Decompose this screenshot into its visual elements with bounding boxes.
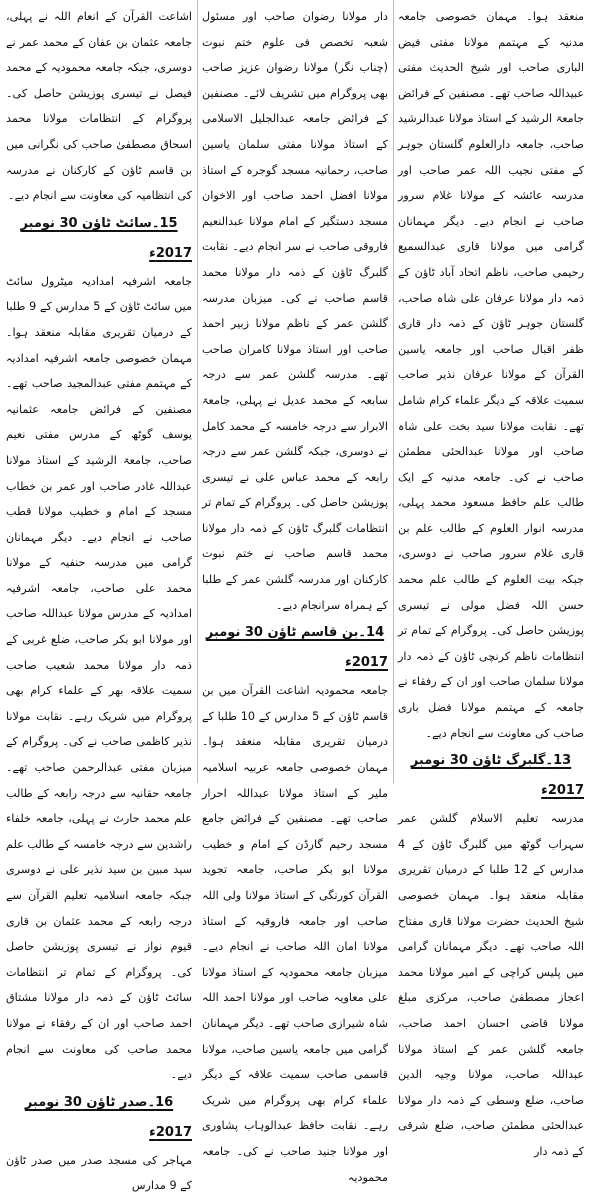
section-heading-gulberg-town: 13۔گلبرگ ٹاؤن 30 نومبر 2017ء: [410, 753, 584, 799]
article-paragraph: مہاجر کی مسجد صدر میں صدر ٹاؤن کے 9 مدارس: [6, 1153, 192, 1193]
column-divider: [197, 0, 198, 783]
article-column-right: [398, 4, 584, 1158]
article-paragraph: دار مولانا رضوان صاحب اور مسئول شعبہ تخصص فی علوم ختم نبوت (چناب نگر) مولانا رضوان عزیز صاحب بھی پروگرام میں تشریف لائے۔ مصنفین کے فرائض جامعہ عبدالجلیل الاسلامی کے استاذ مولانا مفتی سلمان یاسین صاحب، رحمانیہ مسجد گوجرہ کے استاذ مولانا افضل احمد صاحب اور الاخوان مسجد دستگیر کے امام مولانا عبدالنعیم فاروقی صاحب نے سر انجام دیے۔ نقابت گلبرگ ٹاؤن کے ذمہ دار مولانا محمد قاسم صاحب نے کی۔ میزبان مدرسہ گلشن عمر کے ناظم مولانا زبیر احمد صاحب اور استاذ مولانا کامران صاحب تھے۔ مدرسہ گلشن عمر سے درجہ سابعہ کے محمد عدیل نے پہلی، جامعۃ الابرار سے درجہ خامسہ کے محمد کامل نے دوسری، جبکہ گلشن عمر سے درجہ رابعہ کے محمد عباس علی نے تیسری پوزیشن حاصل کی۔ پروگرام کے تمام تر انتظامات گلبرگ ٹاؤن کے ذمہ دار مولانا محمد قاسم صاحب نے ختم نبوت کارکنان اور مدرسہ گلشن عمر کے طلبا کے ہمراہ سرانجام دیے۔: [202, 10, 388, 612]
article-paragraph: مدرسہ تعلیم الاسلام گلشن عمر سہراب گوٹھ میں گلبرگ ٹاؤن کے 4 مدارس کے 12 طلبا کے درمیان تقریری مقابلہ منعقد ہوا۔ مہمان خصوصی شیخ الحدیث حضرت مولانا قاری مفتاح اللہ صاحب تھے۔ دیگر مہمانان گرامی میں پلیس کراچی کے امیر مولانا محمد اعجاز مصطفیٰ صاحب، مرکزی مبلغ مولانا قاضی احسان احمد صاحب، جامعہ گلشن عمر کے استاذ مولانا عبداللہ صاحب، مولانا وجیہ الدین صاحب، ضلع وسطی کے ذمہ دار مولانا عبدالحئی مطمئن صاحب، ضلع شرقی کے ذمہ دار: [398, 812, 584, 1158]
article-paragraph: منعقد ہوا۔ مہمان خصوصی جامعہ مدنیہ کے مہتمم مولانا مفتی فیض الباری صاحب اور شیخ الحدیث مفتی عبیداللہ صاحب تھے۔ مصنفین کے فرائض جامعۃ الرشید کے استاذ مولانا عبدالرشید صاحب، جامعہ دارالعلوم گلستان جوہر کے مفتی نجیب اللہ عمر صاحب اور مدرسہ عائشہ کے مولانا غلام سرور صاحب نے انجام دیے۔ دیگر مہمانان گرامی میں مولانا قاری عبدالسمیع رحیمی صاحب، ناظم اتحاد آباد ٹاؤن کے ذمہ دار مولانا عرفان علی شاہ صاحب، گلستان جوہر ٹاؤن کے ذمہ دار قاری ظفر اقبال صاحب اور جامعہ یاسین القرآن کے مولانا عرفان نذیر صاحب سمیت علاقہ کے دیگر علماء کرام شامل تھے۔ نقابت مولانا سید بخت علی شاہ صاحب اور مولانا عبدالحئی مطمئن صاحب نے کی۔ جامعہ مدنیہ کے ایک طالب علم حافظ مسعود محمد پہلی، مدرسہ انوار العلوم کے طالب علم بن قاری غلام سرور صاحب نے دوسری، جبکہ بیت العلوم کے طالب علم محمد حسن اللہ فضل مولی نے تیسری پوزیشن حاصل کی۔ پروگرام کے تمام تر انتظامات ناظم کرنچی ٹاؤن کے ذمہ دار مولانا سلمان صاحب اور ان کے رفقاء نے جامعہ کے مہتمم مولانا فضل باری صاحب کی معاونت سے انجام دیے۔: [398, 10, 584, 740]
article-column-middle: [202, 4, 388, 1184]
column-divider: [393, 0, 394, 783]
section-heading-site-town: 15۔سائٹ ٹاؤن 30 نومبر 2017ء: [20, 215, 192, 261]
article-column-left: [6, 4, 192, 1193]
article-paragraph: اشاعت القرآن کے انعام اللہ نے پہلی، جامعہ عثمان بن عفان کے محمد عمر نے دوسری، جبکہ جامعہ محمودیہ کے محمد فیصل نے تیسری پوزیشن حاصل کی۔ پروگرام کے انتظامات مولانا محمد اسحاق مصطفیٰ صاحب کی نگرانی میں بن قاسم ٹاؤن کے کارکنان نے مدرسہ کی انتظامیہ کی معاونت سے انجام دیے۔: [6, 10, 192, 203]
article-paragraph: جامعہ محمودیہ اشاعت القرآن میں بن قاسم ٹاؤن کے 5 مدارس کے 10 طلبا کے درمیان تقریری مقابلہ منعقد ہوا۔ مہمان خصوصی جامعہ عربیہ اسلامیہ ملیر کے استاذ مولانا عبداللہ احرار صاحب تھے۔ مصنفین کے فرائض جامع مسجد رحیم گارڈن کے امام و خطیب مولانا ابو بکر صاحب، جامعہ تجوید القرآن کورنگی کے استاذ مولانا ولی اللہ صاحب اور جامعہ فاروقیہ کے استاذ مولانا امان اللہ صاحب نے انجام دیے۔ میزبان جامعہ محمودیہ کے استاذ مولانا علی معاویہ صاحب اور مولانا احمد اللہ شاہ شیرازی صاحب تھے۔ دیگر مہمانان گرامی میں جامعہ یاسین صاحب، مولانا قاسمی صاحب سمیت علاقہ کے دیگر علماء کرام بھی پروگرام میں شریک رہے۔ نقابت حافظ عبدالوہاب پشاوری اور مولانا جنید صاحب نے کی۔ جامعہ محمودیہ: [202, 684, 388, 1184]
article-paragraph: جامعہ اشرفیہ امدادیہ میٹرول سائٹ میں سائٹ ٹاؤن کے 5 مدارس کے 9 طلبا کے درمیان تقریری مقابلہ منعقد ہوا۔ مہمان خصوصی جامعہ اشرفیہ امدادیہ کے مہتمم مفتی عبدالمجید صاحب تھے۔ مصنفین کے فرائض جامعہ عثمانیہ یوسف گوٹھ کے مدرس مفتی نعیم صاحب، جامعۃ الرشید کے استاذ مولانا عبداللہ غادر صاحب اور عمر بن خطاب مسجد کے امام و خطیب مولانا قطب صاحب نے انجام دیے۔ دیگر مہمانان گرامی میں مدرسہ حنفیہ کے مولانا محمد علی صاحب، جامعہ اشرفیہ امدادیہ کے مدرس مولانا عبداللہ صاحب اور مولانا ابو بکر صاحب، ضلع غربی کے ذمہ دار مولانا محمد شعیب صاحب سمیت علاقہ بھر کے علماء کرام بھی پروگرام میں شریک رہے۔ نقابت مولانا نذیر کاظمی صاحب نے کی۔ پروگرام کے میزبان مفتی عبدالرحمن صاحب تھے۔ جامعہ حقانیہ سے درجہ رابعہ کے طالب علم محمد حارث نے پہلی، جامعہ خلفاء راشدین سے درجہ خامسہ کے طالب علم سید مبین بن سید نذیر علی نے دوسری جبکہ جامعہ اسلامیہ تعلیم القرآن سے درجہ رابعہ کے محمد عثمان بن قاری قیوم نواز نے تیسری پوزیشن حاصل کی۔ پروگرام کے تمام تر انتظامات سائٹ ٹاؤن کے ذمہ دار مولانا مشتاق احمد صاحب اور ان کے رفقاء نے مولانا محمد صاحب کی معاونت سے انجام دیے۔: [6, 274, 192, 1082]
section-heading-bin-qasim-town: 14۔بن قاسم ٹاؤن 30 نومبر 2017ء: [205, 625, 388, 671]
section-heading-saddar-town: 16۔صدر ٹاؤن 30 نومبر 2017ء: [24, 1094, 192, 1140]
